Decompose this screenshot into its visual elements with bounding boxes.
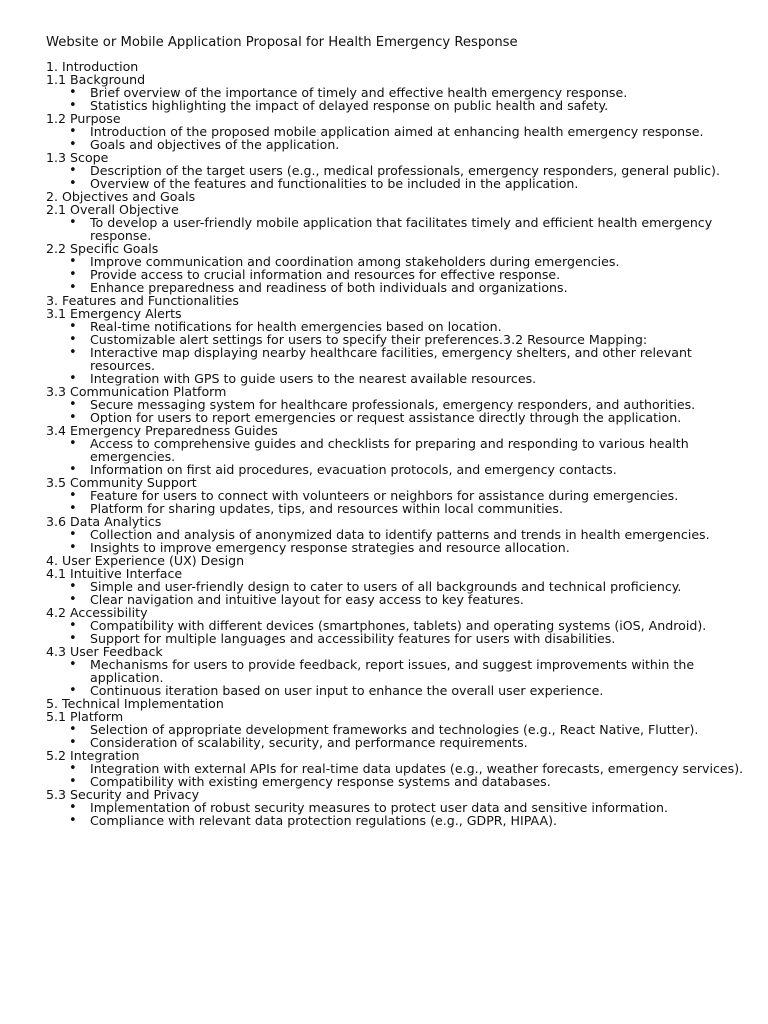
bullet-item: • Customizable alert settings for users to specify their preferences.3.2 Resource Mapping:	[46, 333, 746, 346]
bullet-item: • Goals and objectives of the application.	[46, 138, 746, 151]
section-heading: 1.2 Purpose	[46, 111, 121, 126]
bullet-item: • Interactive map displaying nearby healthcare facilities, emergency shelters, and other relevant resources.	[46, 346, 746, 372]
document-page	[46, 34, 746, 827]
bullet-item: • Integration with GPS to guide users to the nearest available resources.	[46, 372, 746, 385]
bullet-item: • Support for multiple languages and accessibility features for users with disabilities.	[46, 632, 746, 645]
section-heading: 3. Features and Functionalities	[46, 293, 239, 308]
bullet-list	[46, 762, 746, 788]
bullet-item: • Mechanisms for users to provide feedback, report issues, and suggest improvements within the application.	[46, 658, 746, 684]
bullet-list	[46, 658, 746, 697]
section-heading: 5.2 Integration	[46, 748, 140, 763]
bullet-list	[46, 398, 746, 424]
section-heading: 1. Introduction	[46, 59, 139, 74]
bullet-item: • Compatibility with different devices (smartphones, tablets) and operating systems (iOS, Android).	[46, 619, 746, 632]
bullet-item: • Compliance with relevant data protection regulations (e.g., GDPR, HIPAA).	[46, 814, 746, 827]
bullet-item: • Secure messaging system for healthcare professionals, emergency responders, and authorities.	[46, 398, 746, 411]
bullet-item: • Description of the target users (e.g., medical professionals, emergency responders, general public).	[46, 164, 746, 177]
bullet-list	[46, 528, 746, 554]
bullet-item: • Compatibility with existing emergency response systems and databases.	[46, 775, 746, 788]
section-heading: 5.1 Platform	[46, 709, 124, 724]
bullet-item: • Statistics highlighting the impact of delayed response on public health and safety.	[46, 99, 746, 112]
bullet-item: • Clear navigation and intuitive layout for easy access to key features.	[46, 593, 746, 606]
bullet-item: • Implementation of robust security measures to protect user data and sensitive information.	[46, 801, 746, 814]
section-heading: 2.2 Specific Goals	[46, 241, 159, 256]
bullet-item: • Selection of appropriate development frameworks and technologies (e.g., React Native, Flutter).	[46, 723, 746, 736]
bullet-list	[46, 255, 746, 294]
bullet-item: • Collection and analysis of anonymized data to identify patterns and trends in health emergencies.	[46, 528, 746, 541]
bullet-list	[46, 801, 746, 827]
bullet-item: • Improve communication and coordination among stakeholders during emergencies.	[46, 255, 746, 268]
section-heading: 3.1 Emergency Alerts	[46, 306, 182, 321]
section-heading: 3.6 Data Analytics	[46, 514, 162, 529]
bullet-list	[46, 489, 746, 515]
section-heading: 4.2 Accessibility	[46, 605, 148, 620]
document-title: Website or Mobile Application Proposal for Health Emergency Response	[46, 35, 518, 50]
bullet-item: • Platform for sharing updates, tips, and resources within local communities.	[46, 502, 746, 515]
bullet-list	[46, 580, 746, 606]
bullet-list	[46, 619, 746, 645]
section-heading: 4.3 User Feedback	[46, 644, 163, 659]
section-heading: 5. Technical Implementation	[46, 696, 224, 711]
bullet-list	[46, 125, 746, 151]
section-heading: 3.5 Community Support	[46, 475, 197, 490]
bullet-list	[46, 437, 746, 476]
bullet-item: • Access to comprehensive guides and checklists for preparing and responding to various health emergencies.	[46, 437, 746, 463]
bullet-item: • Integration with external APIs for real-time data updates (e.g., weather forecasts, emergency services).	[46, 762, 746, 775]
section-heading: 5.3 Security and Privacy	[46, 787, 200, 802]
bullet-item: • Feature for users to connect with volunteers or neighbors for assistance during emergencies.	[46, 489, 746, 502]
bullet-item: • Option for users to report emergencies or request assistance directly through the application.	[46, 411, 746, 424]
bullet-list	[46, 216, 746, 242]
bullet-list	[46, 86, 746, 112]
section-heading: 1.1 Background	[46, 72, 146, 87]
bullet-list	[46, 164, 746, 190]
bullet-item: • Introduction of the proposed mobile application aimed at enhancing health emergency response.	[46, 125, 746, 138]
bullet-item: • Real-time notifications for health emergencies based on location.	[46, 320, 746, 333]
bullet-item: • To develop a user-friendly mobile application that facilitates timely and efficient health emergency response.	[46, 216, 746, 242]
bullet-item: • Simple and user-friendly design to cater to users of all backgrounds and technical proficiency.	[46, 580, 746, 593]
bullet-item: • Enhance preparedness and readiness of both individuals and organizations.	[46, 281, 746, 294]
bullet-item: • Continuous iteration based on user input to enhance the overall user experience.	[46, 684, 746, 697]
bullet-item: • Consideration of scalability, security, and performance requirements.	[46, 736, 746, 749]
bullet-item: • Overview of the features and functionalities to be included in the application.	[46, 177, 746, 190]
bullet-list	[46, 320, 746, 385]
bullet-item: • Brief overview of the importance of timely and effective health emergency response.	[46, 86, 746, 99]
section-heading: 3.4 Emergency Preparedness Guides	[46, 423, 278, 438]
bullet-list	[46, 723, 746, 749]
section-heading: 4.1 Intuitive Interface	[46, 566, 183, 581]
section-heading: 1.3 Scope	[46, 150, 109, 165]
bullet-item: • Provide access to crucial information and resources for effective response.	[46, 268, 746, 281]
section-heading: 2. Objectives and Goals	[46, 189, 196, 204]
bullet-item: • Information on first aid procedures, evacuation protocols, and emergency contacts.	[46, 463, 746, 476]
bullet-item: • Insights to improve emergency response strategies and resource allocation.	[46, 541, 746, 554]
document-body	[46, 60, 746, 827]
section-heading: 4. User Experience (UX) Design	[46, 553, 245, 568]
section-heading: 3.3 Communication Platform	[46, 384, 227, 399]
section-heading: 2.1 Overall Objective	[46, 202, 179, 217]
